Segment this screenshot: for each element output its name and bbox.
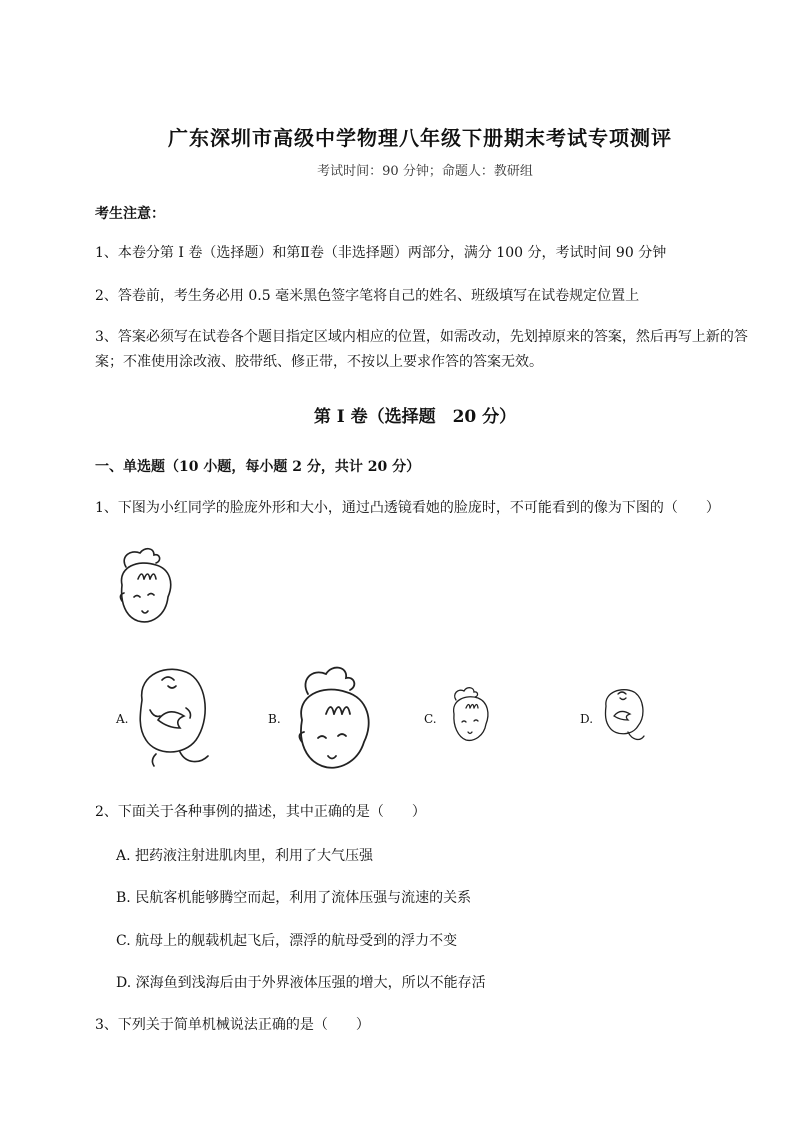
option-c-face-image [446,686,498,748]
part-heading: 一、单选题（10 小题，每小题 2 分，共计 20 分） [95,459,421,475]
notice-heading: 考生注意： [95,206,165,222]
option-d-face-image [598,684,650,750]
question-2-option-c: C. 航母上的舰载机起飞后，漂浮的航母受到的浮力不变 [116,933,458,949]
option-c-label: C. [424,712,437,726]
option-a-face-image [128,660,218,770]
reference-face-image [108,545,188,630]
page-title: 广东深圳市高级中学物理八年级下册期末考试专项测评 [168,126,672,150]
notice-item-2: 2、答卷前，考生务必用 0.5 毫米黑色签字笔将自己的姓名、班级填写在试卷规定位置上 [95,288,640,304]
section-title: 第 I 卷（选择题 20 分） [313,407,517,427]
question-2-stem: 2、下面关于各种事例的描述，其中正确的是（ ） [95,804,426,820]
option-b-label: B. [268,712,281,726]
question-2-option-d: D. 深海鱼到浅海后由于外界液体压强的增大，所以不能存活 [116,975,486,991]
question-2-option-b: B. 民航客机能够腾空而起，利用了流体压强与流速的关系 [116,890,472,906]
question-3-stem: 3、下列关于简单机械说法正确的是（ ） [95,1017,370,1033]
option-a-label: A. [116,712,129,726]
question-2-option-a: A. 把药液注射进肌肉里，利用了大气压强 [116,848,374,864]
notice-item-3: 3、答案必须写在试卷各个题目指定区域内相应的位置，如需改动，先划掉原来的答案，然后再写上新的答案；不准使用涂改液、胶带纸、修正带，不按以上要求作答的答案无效。 [95,329,748,370]
question-1-stem: 1、下图为小红同学的脸庞外形和大小，通过凸透镜看她的脸庞时，不可能看到的像为下图的（ ） [95,500,720,516]
option-d-label: D. [580,712,594,726]
notice-item-1: 1、本卷分第 I 卷（选择题）和第Ⅱ卷（非选择题）两部分，满分 100 分，考试时间 90 分钟 [95,245,667,261]
option-b-face-image [288,664,384,776]
exam-info: 考试时间：90 分钟；命题人：教研组 [317,164,533,179]
